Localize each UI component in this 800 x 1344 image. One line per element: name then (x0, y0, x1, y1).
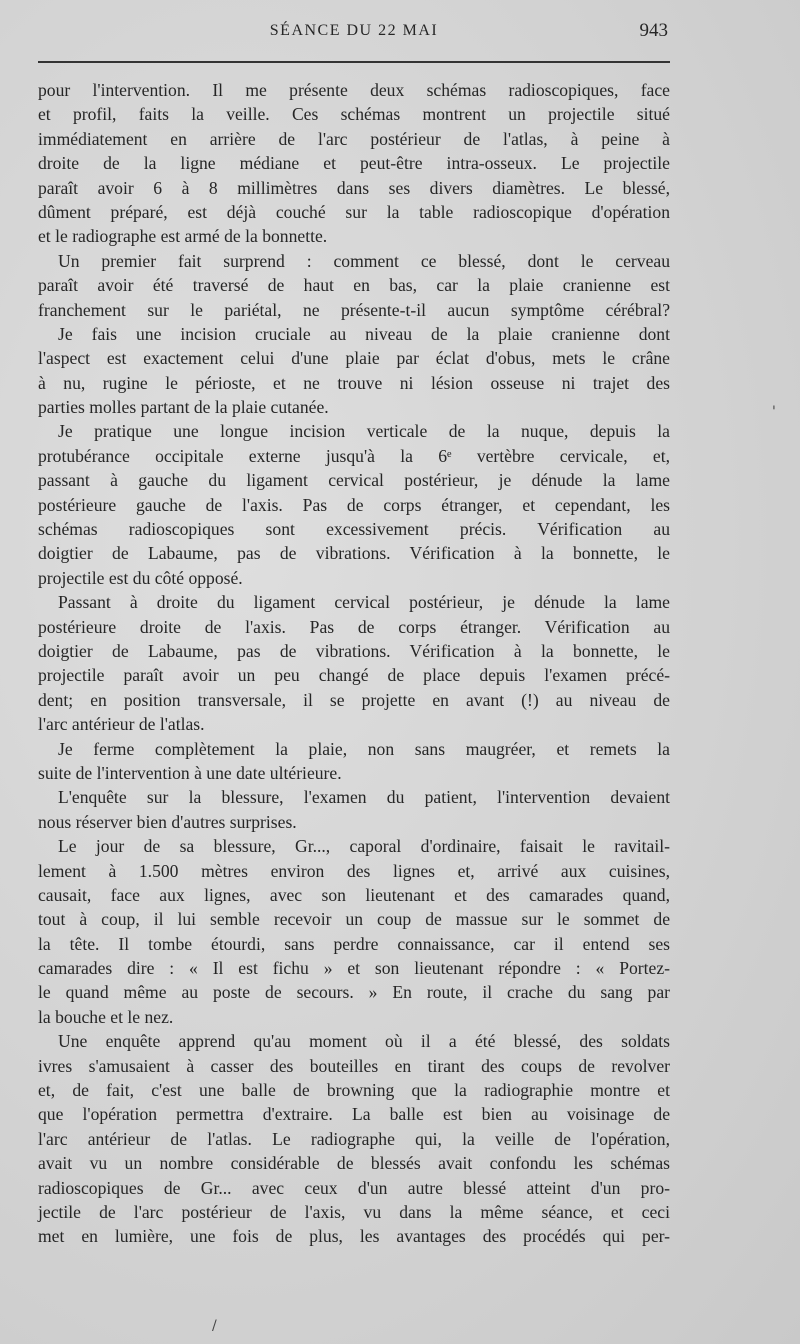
text-line: met en lumière, une fois de plus, les avantages des procédés qui per- (38, 1226, 670, 1247)
page-number: 943 (639, 20, 668, 41)
text-line: schémas radioscopiques sont excessivement précis. Vérification au (38, 519, 670, 540)
text-line: doigtier de Labaume, pas de vibrations. Vérification à la bonnette, le (38, 543, 670, 564)
text-line: l'aspect est exactement celui d'une plaie par éclat d'obus, mets le crâne (38, 348, 670, 369)
text-line: dûment préparé, est déjà couché sur la table radioscopique d'opération (38, 201, 670, 222)
text-line: que l'opération permettra d'extraire. La balle est bien au voisinage de (38, 1104, 670, 1125)
header-rule (38, 61, 670, 63)
text-line: l'arc antérieur de l'atlas. (38, 714, 205, 735)
text-line: à nu, rugine le périoste, et ne trouve ni lésion osseuse ni trajet des (38, 372, 670, 393)
text-line: Je fais une incision cruciale au niveau de la plaie cranienne dont (58, 323, 670, 344)
text-line: jectile de l'arc postérieur de l'axis, vu dans la même séance, et ceci (38, 1201, 670, 1222)
text-line: Je pratique une longue incision verticale de la nuque, depuis la (58, 421, 670, 442)
text-line: ivres s'amusaient à casser des bouteilles en tirant des coups de revolver (38, 1055, 670, 1076)
text-line: passant à gauche du ligament cervical postérieur, je dénude la lame (38, 470, 670, 491)
text-line: et, de fait, c'est une balle de browning que la radiographie montre et (38, 1080, 670, 1101)
text-line: causait, face aux lignes, avec son lieutenant et des camarades quand, (38, 884, 670, 905)
text-line: camarades dire : « Il est fichu » et son lieutenant répondre : « Portez- (38, 958, 670, 979)
text-line: protubérance occipitale externe jusqu'à la 6ᵉ vertèbre cervicale, et, (38, 445, 670, 466)
text-line: la tête. Il tombe étourdi, sans perdre connaissance, car il entend ses (38, 933, 670, 954)
body-text (38, 78, 670, 1249)
text-line: parties molles partant de la plaie cutanée. (38, 397, 329, 418)
text-line: suite de l'intervention à une date ultérieure. (38, 762, 342, 783)
text-line: postérieure gauche de l'axis. Pas de corps étranger, et cependant, les (38, 494, 670, 515)
text-line: et le radiographe est armé de la bonnette. (38, 226, 328, 247)
text-line: tout à coup, il lui semble recevoir un coup de massue sur le sommet de (38, 909, 670, 930)
text-line: et profil, faits la veille. Ces schémas montrent un projectile situé (38, 104, 670, 125)
text-line: paraît avoir été traversé de haut en bas, car la plaie cranienne est (38, 275, 670, 296)
text-line: Le jour de sa blessure, Gr..., caporal d'ordinaire, faisait le ravitail- (58, 836, 670, 857)
text-line: Un premier fait surprend : comment ce blessé, dont le cerveau (58, 250, 670, 271)
header-title: SÉANCE DU 22 MAI (269, 22, 439, 39)
text-line: projectile est du côté opposé. (38, 567, 243, 588)
running-header (38, 18, 670, 44)
text-line: dent; en position transversale, il se projette en avant (!) au niveau de (38, 689, 670, 710)
text-line: lement à 1.500 mètres environ des lignes et, arrivé aux cuisines, (38, 860, 670, 881)
text-line: immédiatement en arrière de l'arc postérieur de l'atlas, à peine à (38, 128, 670, 149)
text-line: Je ferme complètement la plaie, non sans maugréer, et remets la (58, 738, 670, 759)
text-line: radioscopiques de Gr... avec ceux d'un autre blessé atteint d'un pro- (38, 1177, 670, 1198)
text-line: avait vu un nombre considérable de blessés avait confondu les schémas (38, 1153, 670, 1174)
text-line: pour l'intervention. Il me présente deux schémas radioscopiques, face (38, 80, 670, 100)
text-line: postérieure droite de l'axis. Pas de corps étranger. Vérification au (38, 616, 670, 637)
text-line: Une enquête apprend qu'au moment où il a été blessé, des soldats (58, 1031, 670, 1052)
text-line: nous réserver bien d'autres surprises. (38, 811, 297, 832)
text-line: franchement sur le pariétal, ne présente-t-il aucun symptôme cérébral? (38, 299, 670, 320)
text-line: Passant à droite du ligament cervical postérieur, je dénude la lame (58, 592, 670, 613)
text-line: l'arc antérieur de l'atlas. Le radiographe qui, la veille de l'opération, (38, 1128, 670, 1149)
text-line: le quand même au poste de secours. » En route, il crache du sang par (38, 982, 670, 1003)
text-line: droite de la ligne médiane et peut-être intra-osseux. Le projectile (38, 153, 670, 174)
scan-speck: / (212, 1318, 217, 1334)
text-line: projectile paraît avoir un peu changé de place depuis l'examen précé- (38, 665, 670, 686)
text-line: L'enquête sur la blessure, l'examen du patient, l'intervention devaient (58, 787, 670, 808)
text-line: doigtier de Labaume, pas de vibrations. Vérification à la bonnette, le (38, 640, 670, 661)
scan-speck: ' (772, 404, 776, 420)
text-line: paraît avoir 6 à 8 millimètres dans ses divers diamètres. Le blessé, (38, 177, 670, 198)
text-line: la bouche et le nez. (38, 1006, 174, 1027)
